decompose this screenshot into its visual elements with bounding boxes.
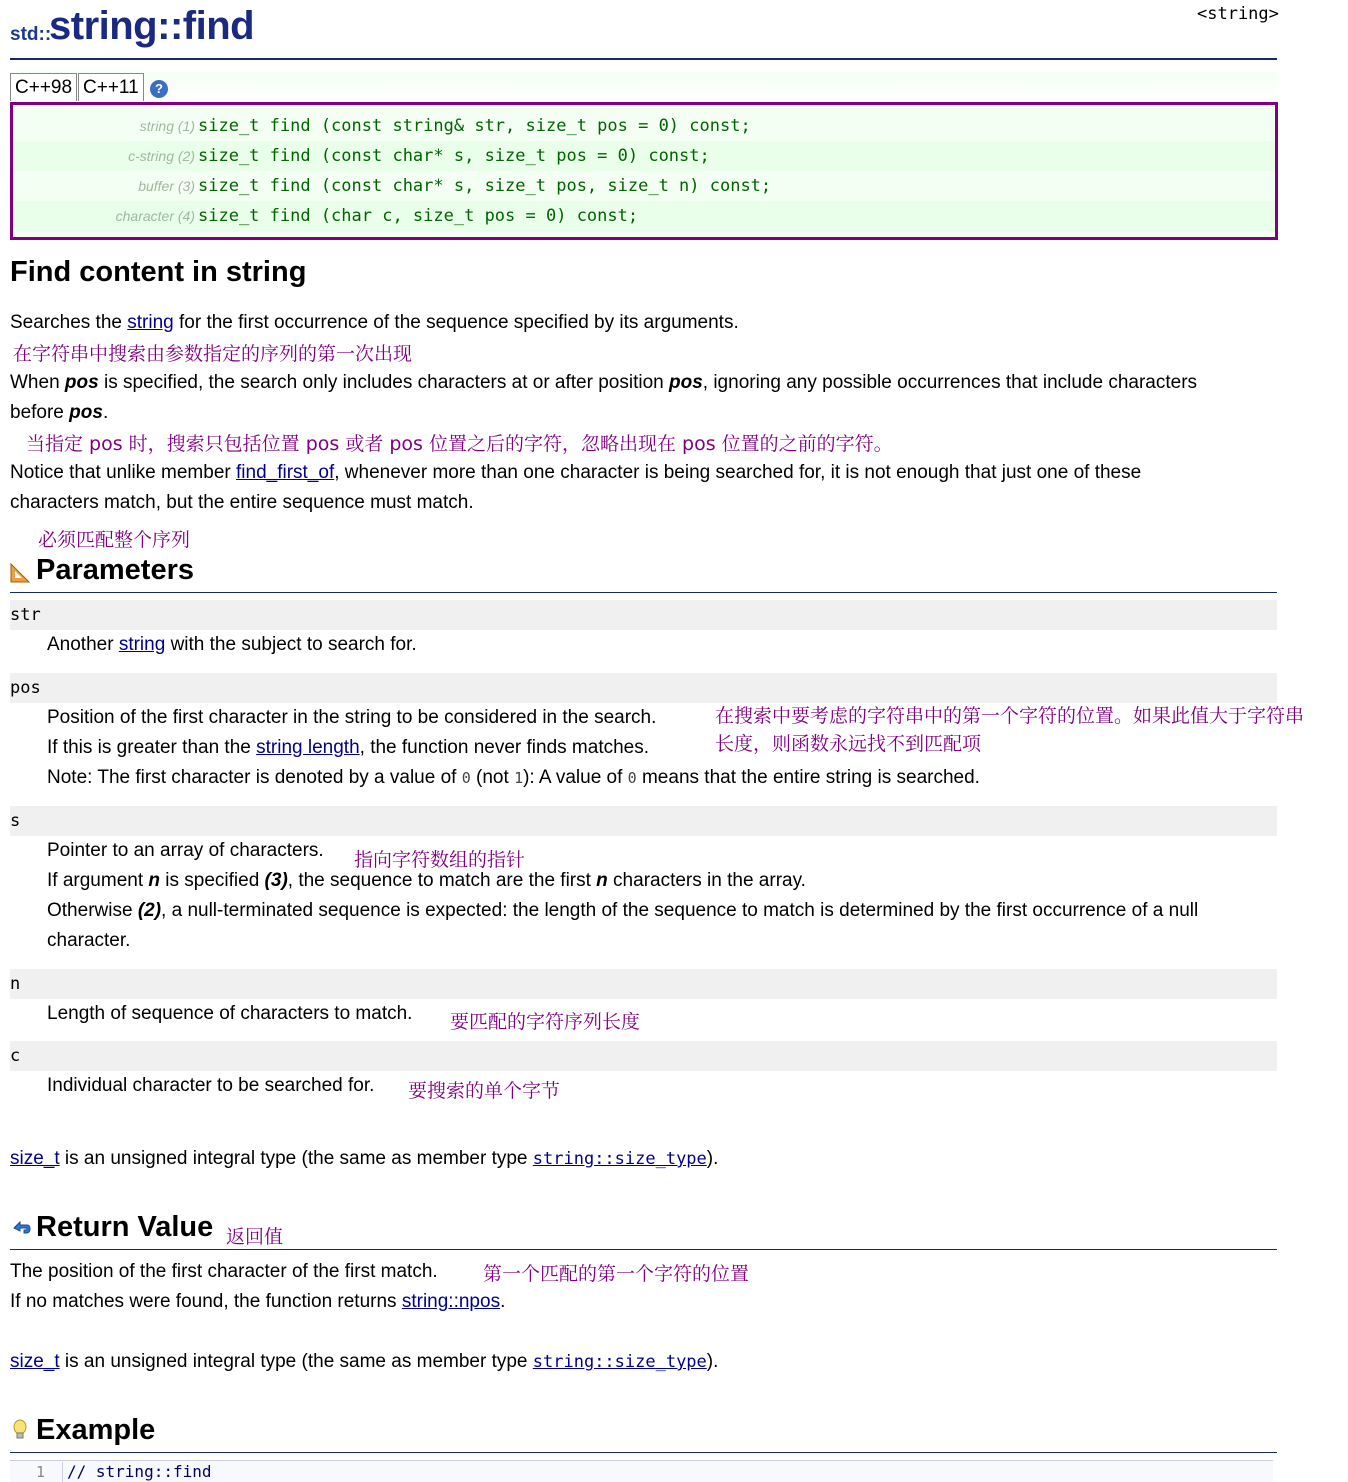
prototype-row [13,171,1275,201]
description-p3-cont: characters match, but the entire sequence must match. [10,492,474,513]
size-type-link[interactable]: string::size_type [532,1352,707,1372]
sizet-note-params: size_t is an unsigned integral type (the same as member type string::size_type). [10,1148,719,1169]
param-name-n: n [10,969,1277,999]
code-line-number: 1 [36,1463,46,1481]
param-desc-str: Another string with the subject to search for. [47,634,417,655]
param-desc-s-3: Otherwise (2), a null-terminated sequence is expected: the length of the sequence to match is determined by the first occurrence of a null [47,900,1199,921]
code-line: // string::find [62,1462,212,1482]
size-type-link[interactable]: string::size_type [532,1149,707,1169]
version-tabs-bar [10,72,1277,102]
prototype-code: size_t find (const string& str, size_t pos = 0) const; [198,116,751,136]
title-sep: :: [157,4,183,48]
param-desc-s-2: If argument n is specified (3), the sequence to match are the first n characters in the array. [47,870,806,891]
note-translation-3: 必须匹配整个序列 [38,529,191,551]
prototype-row [13,141,1275,171]
prototype-row [13,201,1275,231]
prototype-label: buffer (3) [138,178,195,194]
lightbulb-icon [11,1419,29,1441]
param-desc-pos-2: If this is greater than the string length, the function never finds matches. [47,737,650,758]
header-file-label: <string> [1197,4,1279,24]
tab-cpp98[interactable]: C++98 [10,73,77,101]
title-divider [10,58,1277,60]
param-desc-s-4: character. [47,930,131,951]
note-translation-c: 要搜索的单个字节 [408,1080,561,1102]
description-p2-cont: before pos. [10,402,109,423]
description-p2: When pos is specified, the search only includes characters at or after position pos, ignoring any possible occurrences that include characters [10,372,1198,393]
ruler-icon [10,563,30,583]
npos-link[interactable]: string::npos [401,1291,501,1312]
description-p3: Notice that unlike member find_first_of, whenever more than one character is being searched for, it is not enough that just one of these [10,462,1142,483]
param-name-s: s [10,806,1277,836]
sizet-note-return: size_t is an unsigned integral type (the same as member type string::size_type). [10,1351,719,1372]
page-title [49,4,254,49]
note-translation-1: 在字符串中搜索由参数指定的序列的第一次出现 [13,343,413,365]
prototype-code: size_t find (const char* s, size_t pos = 0) const; [198,146,710,166]
return-arrow-icon [10,1218,32,1238]
note-translation-s: 指向字符数组的指针 [354,849,526,871]
prototype-code: size_t find (const char* s, size_t pos, size_t n) const; [198,176,772,196]
param-desc-n: Length of sequence of characters to match. [47,1003,413,1024]
note-translation-pos-2: 长度，则函数永远找不到匹配项 [715,733,982,755]
note-translation-return-desc: 第一个匹配的第一个字符的位置 [483,1263,750,1285]
prototype-code: size_t find (char c, size_t pos = 0) const; [198,206,639,226]
title-func: find [182,4,255,48]
param-name-c: c [10,1041,1277,1071]
return-value-heading: Return Value [36,1211,214,1243]
example-divider [10,1452,1277,1453]
namespace-label: std:: [10,24,52,45]
param-name-str: str [10,600,1277,630]
param-desc-s-1: Pointer to an array of characters. [47,840,324,861]
string-link[interactable]: string [118,634,166,655]
prototype-label: c-string (2) [128,148,195,164]
string-link[interactable]: string [127,312,174,333]
return-value-divider [10,1249,1277,1250]
example-heading: Example [36,1414,156,1446]
note-translation-2: 当指定 pos 时，搜索只包括位置 pos 或者 pos 位置之后的字符，忽略出现在 pos 位置的之前的字符。 [26,433,893,455]
parameters-heading: Parameters [36,554,194,586]
description-heading: Find content in string [10,256,307,288]
prototype-row [13,111,1275,141]
param-desc-pos-3: Note: The first character is denoted by a value of 0 (not 1): A value of 0 means that the entire string is searched. [47,767,980,788]
note-translation-return: 返回值 [226,1226,284,1248]
param-desc-c: Individual character to be searched for. [47,1075,375,1096]
prototype-label: character (4) [115,208,195,224]
tab-cpp11[interactable]: C++11 [78,73,144,101]
param-name-pos: pos [10,673,1277,703]
parameters-divider [10,592,1277,593]
note-translation-n: 要匹配的字符序列长度 [450,1011,641,1033]
param-desc-pos-1: Position of the first character in the string to be considered in the search. [47,707,657,728]
return-desc-2: If no matches were found, the function returns string::npos. [10,1291,506,1312]
string-length-link[interactable]: string length [256,737,360,758]
title-class: string [49,4,158,48]
size-t-link[interactable]: size_t [10,1148,60,1169]
prototype-label: string (1) [139,118,195,134]
return-desc-1: The position of the first character of the first match. [10,1261,438,1282]
find-first-of-link[interactable]: find_first_of [236,462,335,483]
size-t-link[interactable]: size_t [10,1351,60,1372]
help-icon[interactable]: ? [150,80,168,98]
note-translation-pos-1: 在搜索中要考虑的字符串中的第一个字符的位置。如果此值大于字符串 [715,705,1305,727]
description-p1: Searches the string for the first occurrence of the sequence specified by its arguments. [10,312,739,333]
